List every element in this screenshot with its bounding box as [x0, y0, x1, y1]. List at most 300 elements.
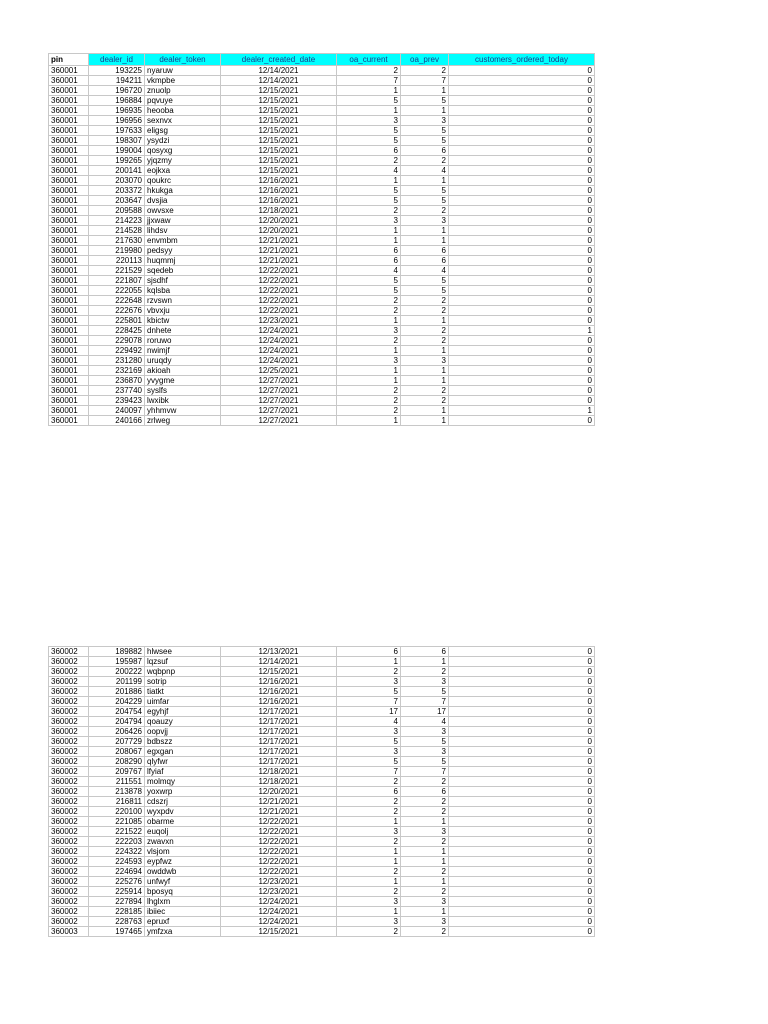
cell-dealer-token[interactable]: syslfs	[145, 386, 221, 396]
cell-dealer-created-date[interactable]: 12/20/2021	[221, 787, 337, 797]
cell-pin[interactable]: 360002	[49, 747, 89, 757]
cell-dealer-created-date[interactable]: 12/17/2021	[221, 707, 337, 717]
cell-dealer-token[interactable]: qoukrc	[145, 176, 221, 186]
cell-dealer-created-date[interactable]: 12/15/2021	[221, 156, 337, 166]
column-header-customers-ordered-today[interactable]: customers_ordered_today	[449, 54, 595, 66]
cell-oa-prev[interactable]: 7	[401, 767, 449, 777]
cell-dealer-id[interactable]: 204754	[89, 707, 145, 717]
cell-customers-ordered-today[interactable]: 0	[449, 346, 595, 356]
cell-dealer-id[interactable]: 222203	[89, 837, 145, 847]
cell-dealer-token[interactable]: yvygme	[145, 376, 221, 386]
cell-oa-prev[interactable]: 2	[401, 66, 449, 76]
cell-pin[interactable]: 360001	[49, 346, 89, 356]
cell-customers-ordered-today[interactable]: 0	[449, 897, 595, 907]
cell-pin[interactable]: 360002	[49, 917, 89, 927]
cell-oa-current[interactable]: 3	[337, 727, 401, 737]
cell-oa-current[interactable]: 3	[337, 747, 401, 757]
cell-oa-prev[interactable]: 2	[401, 386, 449, 396]
cell-oa-prev[interactable]: 2	[401, 867, 449, 877]
cell-pin[interactable]: 360001	[49, 156, 89, 166]
cell-customers-ordered-today[interactable]: 0	[449, 657, 595, 667]
cell-dealer-token[interactable]: eojkxa	[145, 166, 221, 176]
cell-oa-prev[interactable]: 1	[401, 416, 449, 426]
cell-dealer-created-date[interactable]: 12/17/2021	[221, 727, 337, 737]
cell-dealer-token[interactable]: sjsdhf	[145, 276, 221, 286]
cell-oa-prev[interactable]: 1	[401, 316, 449, 326]
cell-oa-prev[interactable]: 3	[401, 216, 449, 226]
cell-pin[interactable]: 360001	[49, 316, 89, 326]
cell-dealer-created-date[interactable]: 12/16/2021	[221, 176, 337, 186]
cell-customers-ordered-today[interactable]: 0	[449, 116, 595, 126]
cell-customers-ordered-today[interactable]: 0	[449, 797, 595, 807]
cell-oa-prev[interactable]: 2	[401, 777, 449, 787]
cell-oa-current[interactable]: 1	[337, 376, 401, 386]
cell-dealer-id[interactable]: 221085	[89, 817, 145, 827]
cell-customers-ordered-today[interactable]: 0	[449, 136, 595, 146]
cell-dealer-created-date[interactable]: 12/15/2021	[221, 96, 337, 106]
cell-oa-prev[interactable]: 2	[401, 797, 449, 807]
cell-oa-current[interactable]: 4	[337, 717, 401, 727]
cell-dealer-token[interactable]: lhglxm	[145, 897, 221, 907]
cell-dealer-id[interactable]: 200141	[89, 166, 145, 176]
cell-dealer-token[interactable]: eligsg	[145, 126, 221, 136]
cell-pin[interactable]: 360002	[49, 797, 89, 807]
cell-dealer-token[interactable]: owddwb	[145, 867, 221, 877]
cell-dealer-id[interactable]: 229078	[89, 336, 145, 346]
cell-customers-ordered-today[interactable]: 0	[449, 196, 595, 206]
cell-oa-current[interactable]: 6	[337, 146, 401, 156]
cell-pin[interactable]: 360001	[49, 376, 89, 386]
cell-oa-prev[interactable]: 2	[401, 927, 449, 937]
cell-dealer-token[interactable]: bposyq	[145, 887, 221, 897]
cell-dealer-id[interactable]: 227894	[89, 897, 145, 907]
cell-dealer-id[interactable]: 198307	[89, 136, 145, 146]
cell-dealer-created-date[interactable]: 12/17/2021	[221, 757, 337, 767]
cell-dealer-token[interactable]: egyhjf	[145, 707, 221, 717]
cell-oa-prev[interactable]: 2	[401, 156, 449, 166]
cell-oa-current[interactable]: 3	[337, 356, 401, 366]
cell-customers-ordered-today[interactable]: 0	[449, 827, 595, 837]
cell-dealer-token[interactable]: kbictw	[145, 316, 221, 326]
cell-customers-ordered-today[interactable]: 0	[449, 877, 595, 887]
cell-customers-ordered-today[interactable]: 0	[449, 256, 595, 266]
cell-dealer-token[interactable]: rzvswn	[145, 296, 221, 306]
cell-dealer-created-date[interactable]: 12/17/2021	[221, 717, 337, 727]
cell-oa-current[interactable]: 5	[337, 136, 401, 146]
cell-oa-current[interactable]: 3	[337, 917, 401, 927]
cell-oa-prev[interactable]: 1	[401, 907, 449, 917]
cell-dealer-created-date[interactable]: 12/16/2021	[221, 687, 337, 697]
cell-customers-ordered-today[interactable]: 0	[449, 757, 595, 767]
cell-dealer-token[interactable]: lwxibk	[145, 396, 221, 406]
cell-oa-current[interactable]: 5	[337, 276, 401, 286]
cell-oa-current[interactable]: 2	[337, 206, 401, 216]
cell-dealer-token[interactable]: qoauzy	[145, 717, 221, 727]
cell-dealer-created-date[interactable]: 12/27/2021	[221, 376, 337, 386]
cell-dealer-token[interactable]: nwimjf	[145, 346, 221, 356]
cell-pin[interactable]: 360002	[49, 857, 89, 867]
cell-dealer-token[interactable]: yjqzmy	[145, 156, 221, 166]
cell-oa-current[interactable]: 3	[337, 116, 401, 126]
cell-oa-current[interactable]: 1	[337, 416, 401, 426]
cell-dealer-created-date[interactable]: 12/21/2021	[221, 236, 337, 246]
cell-dealer-created-date[interactable]: 12/15/2021	[221, 136, 337, 146]
cell-customers-ordered-today[interactable]: 0	[449, 737, 595, 747]
cell-dealer-token[interactable]: ymfzxa	[145, 927, 221, 937]
cell-dealer-created-date[interactable]: 12/24/2021	[221, 326, 337, 336]
cell-dealer-token[interactable]: hkukga	[145, 186, 221, 196]
cell-oa-prev[interactable]: 5	[401, 186, 449, 196]
cell-customers-ordered-today[interactable]: 0	[449, 96, 595, 106]
cell-oa-current[interactable]: 1	[337, 226, 401, 236]
cell-oa-current[interactable]: 7	[337, 76, 401, 86]
cell-oa-current[interactable]: 6	[337, 787, 401, 797]
cell-dealer-created-date[interactable]: 12/14/2021	[221, 657, 337, 667]
cell-dealer-id[interactable]: 203070	[89, 176, 145, 186]
cell-dealer-token[interactable]: owvsxe	[145, 206, 221, 216]
cell-dealer-created-date[interactable]: 12/13/2021	[221, 647, 337, 657]
cell-oa-current[interactable]: 1	[337, 366, 401, 376]
cell-oa-prev[interactable]: 1	[401, 106, 449, 116]
cell-oa-current[interactable]: 3	[337, 897, 401, 907]
cell-pin[interactable]: 360001	[49, 396, 89, 406]
cell-dealer-token[interactable]: cdszrj	[145, 797, 221, 807]
cell-dealer-created-date[interactable]: 12/22/2021	[221, 817, 337, 827]
cell-dealer-id[interactable]: 193225	[89, 66, 145, 76]
cell-dealer-id[interactable]: 239423	[89, 396, 145, 406]
cell-dealer-created-date[interactable]: 12/15/2021	[221, 86, 337, 96]
cell-oa-prev[interactable]: 1	[401, 847, 449, 857]
cell-dealer-token[interactable]: molmqy	[145, 777, 221, 787]
cell-dealer-token[interactable]: ysydzi	[145, 136, 221, 146]
cell-oa-prev[interactable]: 6	[401, 256, 449, 266]
cell-dealer-id[interactable]: 214223	[89, 216, 145, 226]
cell-dealer-id[interactable]: 222648	[89, 296, 145, 306]
cell-dealer-id[interactable]: 236870	[89, 376, 145, 386]
cell-dealer-id[interactable]: 220113	[89, 256, 145, 266]
cell-oa-current[interactable]: 3	[337, 827, 401, 837]
cell-oa-current[interactable]: 1	[337, 346, 401, 356]
cell-dealer-created-date[interactable]: 12/14/2021	[221, 76, 337, 86]
cell-customers-ordered-today[interactable]: 0	[449, 396, 595, 406]
cell-oa-prev[interactable]: 3	[401, 917, 449, 927]
cell-dealer-token[interactable]: yhhmvw	[145, 406, 221, 416]
cell-customers-ordered-today[interactable]: 0	[449, 266, 595, 276]
cell-dealer-id[interactable]: 216811	[89, 797, 145, 807]
cell-dealer-created-date[interactable]: 12/16/2021	[221, 186, 337, 196]
cell-dealer-token[interactable]: lfyiaf	[145, 767, 221, 777]
cell-dealer-token[interactable]: zwavxn	[145, 837, 221, 847]
cell-oa-prev[interactable]: 6	[401, 146, 449, 156]
cell-customers-ordered-today[interactable]: 0	[449, 386, 595, 396]
cell-dealer-created-date[interactable]: 12/22/2021	[221, 837, 337, 847]
cell-dealer-id[interactable]: 225914	[89, 887, 145, 897]
cell-customers-ordered-today[interactable]: 0	[449, 767, 595, 777]
cell-dealer-id[interactable]: 196956	[89, 116, 145, 126]
cell-pin[interactable]: 360002	[49, 727, 89, 737]
cell-customers-ordered-today[interactable]: 0	[449, 727, 595, 737]
cell-oa-prev[interactable]: 1	[401, 376, 449, 386]
cell-dealer-id[interactable]: 222055	[89, 286, 145, 296]
cell-dealer-created-date[interactable]: 12/21/2021	[221, 246, 337, 256]
cell-pin[interactable]: 360001	[49, 256, 89, 266]
cell-oa-current[interactable]: 2	[337, 807, 401, 817]
cell-oa-prev[interactable]: 5	[401, 737, 449, 747]
cell-pin[interactable]: 360002	[49, 707, 89, 717]
cell-customers-ordered-today[interactable]: 0	[449, 717, 595, 727]
cell-dealer-created-date[interactable]: 12/25/2021	[221, 366, 337, 376]
cell-oa-current[interactable]: 1	[337, 176, 401, 186]
cell-oa-prev[interactable]: 1	[401, 857, 449, 867]
cell-oa-prev[interactable]: 2	[401, 887, 449, 897]
cell-dealer-id[interactable]: 219980	[89, 246, 145, 256]
cell-pin[interactable]: 360002	[49, 817, 89, 827]
cell-pin[interactable]: 360002	[49, 887, 89, 897]
cell-dealer-created-date[interactable]: 12/24/2021	[221, 907, 337, 917]
cell-dealer-id[interactable]: 196935	[89, 106, 145, 116]
cell-pin[interactable]: 360001	[49, 206, 89, 216]
cell-customers-ordered-today[interactable]: 0	[449, 887, 595, 897]
cell-dealer-id[interactable]: 228425	[89, 326, 145, 336]
cell-customers-ordered-today[interactable]: 0	[449, 917, 595, 927]
cell-dealer-token[interactable]: zrlweg	[145, 416, 221, 426]
cell-pin[interactable]: 360001	[49, 326, 89, 336]
cell-oa-current[interactable]: 5	[337, 737, 401, 747]
cell-dealer-token[interactable]: roruwo	[145, 336, 221, 346]
cell-dealer-created-date[interactable]: 12/27/2021	[221, 396, 337, 406]
cell-dealer-token[interactable]: envmbm	[145, 236, 221, 246]
cell-pin[interactable]: 360001	[49, 116, 89, 126]
cell-customers-ordered-today[interactable]: 0	[449, 146, 595, 156]
cell-oa-current[interactable]: 5	[337, 286, 401, 296]
cell-dealer-token[interactable]: pqvuye	[145, 96, 221, 106]
cell-oa-prev[interactable]: 1	[401, 406, 449, 416]
cell-customers-ordered-today[interactable]: 0	[449, 306, 595, 316]
cell-dealer-id[interactable]: 196884	[89, 96, 145, 106]
cell-oa-current[interactable]: 2	[337, 156, 401, 166]
cell-dealer-created-date[interactable]: 12/22/2021	[221, 266, 337, 276]
cell-dealer-token[interactable]: nyaruw	[145, 66, 221, 76]
cell-dealer-id[interactable]: 194211	[89, 76, 145, 86]
cell-oa-current[interactable]: 5	[337, 96, 401, 106]
cell-pin[interactable]: 360001	[49, 276, 89, 286]
cell-dealer-created-date[interactable]: 12/17/2021	[221, 737, 337, 747]
cell-pin[interactable]: 360001	[49, 286, 89, 296]
cell-pin[interactable]: 360002	[49, 907, 89, 917]
cell-oa-prev[interactable]: 2	[401, 837, 449, 847]
cell-dealer-id[interactable]: 203647	[89, 196, 145, 206]
cell-pin[interactable]: 360001	[49, 66, 89, 76]
cell-dealer-token[interactable]: heooba	[145, 106, 221, 116]
cell-oa-current[interactable]: 1	[337, 657, 401, 667]
cell-dealer-token[interactable]: vkmpbe	[145, 76, 221, 86]
cell-dealer-created-date[interactable]: 12/22/2021	[221, 286, 337, 296]
cell-dealer-token[interactable]: qlyfwr	[145, 757, 221, 767]
cell-dealer-created-date[interactable]: 12/15/2021	[221, 667, 337, 677]
cell-dealer-token[interactable]: bdbszz	[145, 737, 221, 747]
cell-dealer-id[interactable]: 196720	[89, 86, 145, 96]
cell-dealer-id[interactable]: 220100	[89, 807, 145, 817]
cell-oa-prev[interactable]: 3	[401, 747, 449, 757]
cell-oa-prev[interactable]: 4	[401, 266, 449, 276]
cell-pin[interactable]: 360001	[49, 146, 89, 156]
cell-dealer-created-date[interactable]: 12/22/2021	[221, 296, 337, 306]
cell-oa-current[interactable]: 2	[337, 887, 401, 897]
cell-dealer-id[interactable]: 208290	[89, 757, 145, 767]
cell-customers-ordered-today[interactable]: 0	[449, 927, 595, 937]
cell-oa-current[interactable]: 6	[337, 246, 401, 256]
cell-oa-current[interactable]: 2	[337, 837, 401, 847]
column-header-dealer-token[interactable]: dealer_token	[145, 54, 221, 66]
cell-oa-prev[interactable]: 2	[401, 667, 449, 677]
cell-oa-current[interactable]: 2	[337, 406, 401, 416]
cell-customers-ordered-today[interactable]: 0	[449, 907, 595, 917]
cell-dealer-token[interactable]: oopvjj	[145, 727, 221, 737]
cell-dealer-created-date[interactable]: 12/23/2021	[221, 877, 337, 887]
cell-pin[interactable]: 360001	[49, 86, 89, 96]
cell-oa-current[interactable]: 2	[337, 306, 401, 316]
cell-dealer-token[interactable]: vlsjom	[145, 847, 221, 857]
cell-customers-ordered-today[interactable]: 0	[449, 697, 595, 707]
cell-dealer-created-date[interactable]: 12/27/2021	[221, 416, 337, 426]
cell-oa-current[interactable]: 1	[337, 86, 401, 96]
cell-dealer-id[interactable]: 201886	[89, 687, 145, 697]
cell-pin[interactable]: 360001	[49, 196, 89, 206]
cell-customers-ordered-today[interactable]: 0	[449, 226, 595, 236]
cell-customers-ordered-today[interactable]: 0	[449, 86, 595, 96]
cell-dealer-created-date[interactable]: 12/24/2021	[221, 356, 337, 366]
cell-oa-current[interactable]: 5	[337, 757, 401, 767]
cell-dealer-id[interactable]: 204794	[89, 717, 145, 727]
cell-customers-ordered-today[interactable]: 0	[449, 416, 595, 426]
cell-dealer-created-date[interactable]: 12/20/2021	[221, 216, 337, 226]
cell-dealer-created-date[interactable]: 12/15/2021	[221, 146, 337, 156]
cell-oa-prev[interactable]: 3	[401, 356, 449, 366]
cell-pin[interactable]: 360001	[49, 166, 89, 176]
cell-dealer-created-date[interactable]: 12/21/2021	[221, 797, 337, 807]
cell-customers-ordered-today[interactable]: 0	[449, 837, 595, 847]
cell-customers-ordered-today[interactable]: 0	[449, 246, 595, 256]
cell-pin[interactable]: 360002	[49, 667, 89, 677]
cell-oa-prev[interactable]: 2	[401, 306, 449, 316]
cell-dealer-created-date[interactable]: 12/24/2021	[221, 336, 337, 346]
cell-dealer-created-date[interactable]: 12/20/2021	[221, 226, 337, 236]
cell-customers-ordered-today[interactable]: 0	[449, 707, 595, 717]
cell-customers-ordered-today[interactable]: 0	[449, 106, 595, 116]
cell-oa-current[interactable]: 7	[337, 697, 401, 707]
cell-dealer-token[interactable]: hlwsee	[145, 647, 221, 657]
cell-dealer-token[interactable]: euqolj	[145, 827, 221, 837]
column-header-dealer-id[interactable]: dealer_id	[89, 54, 145, 66]
cell-dealer-created-date[interactable]: 12/24/2021	[221, 897, 337, 907]
cell-customers-ordered-today[interactable]: 0	[449, 126, 595, 136]
cell-dealer-created-date[interactable]: 12/18/2021	[221, 206, 337, 216]
cell-oa-current[interactable]: 5	[337, 196, 401, 206]
cell-dealer-id[interactable]: 231280	[89, 356, 145, 366]
cell-oa-prev[interactable]: 2	[401, 807, 449, 817]
cell-dealer-created-date[interactable]: 12/22/2021	[221, 827, 337, 837]
cell-oa-current[interactable]: 1	[337, 847, 401, 857]
cell-pin[interactable]: 360002	[49, 687, 89, 697]
cell-pin[interactable]: 360001	[49, 186, 89, 196]
cell-oa-prev[interactable]: 5	[401, 687, 449, 697]
cell-customers-ordered-today[interactable]: 0	[449, 316, 595, 326]
cell-pin[interactable]: 360001	[49, 336, 89, 346]
column-header-pin[interactable]: pin	[49, 54, 89, 66]
cell-customers-ordered-today[interactable]: 0	[449, 777, 595, 787]
cell-oa-current[interactable]: 6	[337, 647, 401, 657]
cell-dealer-id[interactable]: 214528	[89, 226, 145, 236]
cell-dealer-id[interactable]: 197465	[89, 927, 145, 937]
cell-dealer-id[interactable]: 228763	[89, 917, 145, 927]
cell-dealer-id[interactable]: 224593	[89, 857, 145, 867]
cell-dealer-id[interactable]: 211551	[89, 777, 145, 787]
cell-customers-ordered-today[interactable]: 0	[449, 206, 595, 216]
cell-pin[interactable]: 360001	[49, 226, 89, 236]
cell-dealer-token[interactable]: obarme	[145, 817, 221, 827]
cell-dealer-created-date[interactable]: 12/22/2021	[221, 276, 337, 286]
cell-oa-current[interactable]: 2	[337, 867, 401, 877]
cell-dealer-id[interactable]: 228185	[89, 907, 145, 917]
cell-dealer-id[interactable]: 209588	[89, 206, 145, 216]
cell-dealer-id[interactable]: 225801	[89, 316, 145, 326]
cell-dealer-created-date[interactable]: 12/22/2021	[221, 857, 337, 867]
cell-pin[interactable]: 360002	[49, 757, 89, 767]
cell-pin[interactable]: 360001	[49, 386, 89, 396]
cell-dealer-token[interactable]: egxgan	[145, 747, 221, 757]
cell-pin[interactable]: 360001	[49, 356, 89, 366]
cell-dealer-created-date[interactable]: 12/27/2021	[221, 406, 337, 416]
cell-pin[interactable]: 360002	[49, 677, 89, 687]
cell-pin[interactable]: 360001	[49, 176, 89, 186]
cell-oa-prev[interactable]: 6	[401, 787, 449, 797]
cell-dealer-id[interactable]: 200222	[89, 667, 145, 677]
cell-dealer-created-date[interactable]: 12/16/2021	[221, 697, 337, 707]
cell-dealer-id[interactable]: 199265	[89, 156, 145, 166]
cell-customers-ordered-today[interactable]: 0	[449, 166, 595, 176]
cell-oa-current[interactable]: 1	[337, 106, 401, 116]
cell-dealer-token[interactable]: lihdsv	[145, 226, 221, 236]
cell-customers-ordered-today[interactable]: 0	[449, 817, 595, 827]
cell-dealer-token[interactable]: yoxwrp	[145, 787, 221, 797]
cell-pin[interactable]: 360002	[49, 807, 89, 817]
cell-customers-ordered-today[interactable]: 0	[449, 647, 595, 657]
cell-oa-current[interactable]: 3	[337, 216, 401, 226]
cell-dealer-id[interactable]: 240097	[89, 406, 145, 416]
cell-dealer-id[interactable]: 199004	[89, 146, 145, 156]
cell-dealer-id[interactable]: 237740	[89, 386, 145, 396]
cell-customers-ordered-today[interactable]: 0	[449, 847, 595, 857]
cell-oa-current[interactable]: 1	[337, 236, 401, 246]
cell-oa-prev[interactable]: 5	[401, 136, 449, 146]
cell-pin[interactable]: 360002	[49, 737, 89, 747]
cell-oa-current[interactable]: 1	[337, 316, 401, 326]
cell-dealer-token[interactable]: dvsjia	[145, 196, 221, 206]
cell-customers-ordered-today[interactable]: 0	[449, 76, 595, 86]
cell-dealer-token[interactable]: wqbpnp	[145, 667, 221, 677]
cell-dealer-created-date[interactable]: 12/23/2021	[221, 316, 337, 326]
cell-dealer-created-date[interactable]: 12/21/2021	[221, 256, 337, 266]
cell-oa-prev[interactable]: 1	[401, 236, 449, 246]
cell-pin[interactable]: 360002	[49, 787, 89, 797]
cell-dealer-id[interactable]: 197633	[89, 126, 145, 136]
cell-dealer-token[interactable]: huqmmj	[145, 256, 221, 266]
cell-customers-ordered-today[interactable]: 0	[449, 687, 595, 697]
cell-dealer-created-date[interactable]: 12/16/2021	[221, 196, 337, 206]
cell-customers-ordered-today[interactable]: 0	[449, 236, 595, 246]
cell-dealer-id[interactable]: 224322	[89, 847, 145, 857]
cell-pin[interactable]: 360001	[49, 246, 89, 256]
